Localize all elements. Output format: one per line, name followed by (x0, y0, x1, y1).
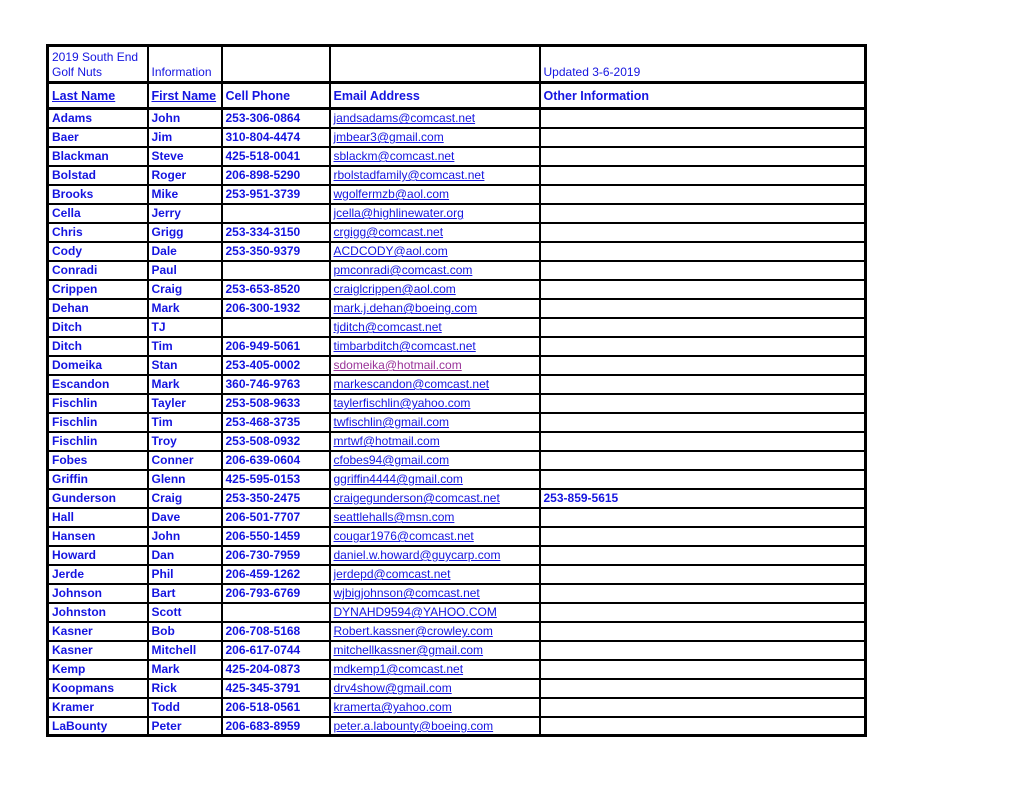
contact-row (48, 318, 866, 337)
cell-last-name: Conradi (48, 261, 148, 280)
email-link[interactable]: craigegunderson@comcast.net (333, 491, 500, 505)
cell-email-address (330, 698, 540, 717)
cell-last-name: Fischlin (48, 432, 148, 451)
cell-other-information (540, 109, 866, 128)
contact-row (48, 356, 866, 375)
cell-email-address (330, 109, 540, 128)
cell-first-name: Bart (148, 584, 222, 603)
cell-last-name: Ditch (48, 337, 148, 356)
cell-last-name: Howard (48, 546, 148, 565)
contact-row (48, 394, 866, 413)
cell-cell-phone (222, 261, 330, 280)
cell-last-name: Johnston (48, 603, 148, 622)
cell-last-name: Domeika (48, 356, 148, 375)
cell-last-name: Blackman (48, 147, 148, 166)
contact-row (48, 432, 866, 451)
cell-last-name: Ditch (48, 318, 148, 337)
contact-row (48, 261, 866, 280)
cell-email-address (330, 223, 540, 242)
cell-email-address (330, 470, 540, 489)
email-link[interactable]: Robert.kassner@crowley.com (333, 624, 493, 638)
email-link[interactable]: jcella@highlinewater.org (333, 206, 464, 220)
cell-email-address (330, 432, 540, 451)
cell-email-address (330, 413, 540, 432)
contact-row (48, 166, 866, 185)
cell-cell-phone: 253-508-0932 (222, 432, 330, 451)
cell-email-address (330, 546, 540, 565)
cell-last-name: Cella (48, 204, 148, 223)
cell-last-name: Chris (48, 223, 148, 242)
column-header-first-name: First Name (148, 83, 222, 109)
cell-other-information (540, 318, 866, 337)
email-link[interactable]: sdomeika@hotmail.com (333, 358, 462, 372)
email-link[interactable]: jerdepd@comcast.net (333, 567, 451, 581)
cell-last-name: Bolstad (48, 166, 148, 185)
cell-last-name: Johnson (48, 584, 148, 603)
email-link[interactable]: twfischlin@gmail.com (333, 415, 450, 429)
cell-other-information (540, 337, 866, 356)
cell-first-name: Tim (148, 413, 222, 432)
cell-cell-phone: 310-804-4474 (222, 128, 330, 147)
column-header-row (48, 83, 866, 109)
contact-row (48, 641, 866, 660)
email-link[interactable]: timbarbditch@comcast.net (333, 339, 476, 353)
cell-first-name: Todd (148, 698, 222, 717)
cell-other-information (540, 565, 866, 584)
cell-cell-phone: 206-708-5168 (222, 622, 330, 641)
cell-cell-phone: 206-300-1932 (222, 299, 330, 318)
cell-other-information (540, 261, 866, 280)
cell-email-address (330, 261, 540, 280)
cell-first-name: Conner (148, 451, 222, 470)
cell-first-name: Tayler (148, 394, 222, 413)
cell-cell-phone: 253-334-3150 (222, 223, 330, 242)
cell-cell-phone (222, 603, 330, 622)
contact-row (48, 299, 866, 318)
cell-email-address (330, 337, 540, 356)
cell-last-name: Kasner (48, 622, 148, 641)
cell-last-name: Dehan (48, 299, 148, 318)
cell-other-information (540, 299, 866, 318)
email-link[interactable]: kramerta@yahoo.com (333, 700, 452, 714)
contact-row (48, 527, 866, 546)
column-header-cell-phone: Cell Phone (222, 83, 330, 109)
cell-email-address (330, 204, 540, 223)
column-header-last-name: Last Name (48, 83, 148, 109)
updated-label: Updated 3-6-2019 (540, 46, 866, 83)
cell-other-information (540, 280, 866, 299)
cell-email-address (330, 660, 540, 679)
email-link[interactable]: jmbear3@gmail.com (333, 130, 444, 144)
cell-first-name: Dale (148, 242, 222, 261)
email-link[interactable]: tjditch@comcast.net (333, 320, 442, 334)
email-link[interactable]: wgolfermzb@aol.com (333, 187, 450, 201)
cell-email-address (330, 641, 540, 660)
contact-row (48, 679, 866, 698)
contact-row (48, 451, 866, 470)
cell-last-name: Jerde (48, 565, 148, 584)
cell-email-address (330, 622, 540, 641)
contact-rows (48, 109, 866, 736)
cell-last-name: LaBounty (48, 717, 148, 736)
cell-cell-phone: 206-617-0744 (222, 641, 330, 660)
cell-first-name: Bob (148, 622, 222, 641)
cell-cell-phone: 360-746-9763 (222, 375, 330, 394)
sheet-title-line2: Golf Nuts (52, 65, 103, 79)
email-link[interactable]: mrtwf@hotmail.com (333, 434, 440, 448)
cell-first-name: John (148, 109, 222, 128)
cell-email-address (330, 679, 540, 698)
cell-cell-phone: 206-683-8959 (222, 717, 330, 736)
cell-email-address (330, 394, 540, 413)
cell-other-information (540, 470, 866, 489)
cell-email-address (330, 451, 540, 470)
sheet-title-line1: 2019 South End (52, 50, 139, 64)
sheet-title (48, 46, 148, 83)
contact-row (48, 698, 866, 717)
cell-first-name: Rick (148, 679, 222, 698)
contact-row (48, 584, 866, 603)
cell-other-information (540, 660, 866, 679)
cell-email-address (330, 242, 540, 261)
cell-other-information (540, 717, 866, 736)
email-link[interactable]: ACDCODY@aol.com (333, 244, 448, 258)
email-link[interactable]: pmconradi@comcast.com (333, 263, 473, 277)
email-link[interactable]: cfobes94@gmail.com (333, 453, 450, 467)
email-link[interactable]: wjbigjohnson@comcast.net (333, 586, 480, 600)
cell-first-name: Troy (148, 432, 222, 451)
cell-first-name: Craig (148, 280, 222, 299)
contact-row (48, 413, 866, 432)
contact-row (48, 280, 866, 299)
contact-row (48, 128, 866, 147)
contact-row (48, 489, 866, 508)
cell-cell-phone: 253-306-0864 (222, 109, 330, 128)
cell-last-name: Kramer (48, 698, 148, 717)
golf-nuts-contact-table (46, 44, 867, 737)
cell-cell-phone: 253-508-9633 (222, 394, 330, 413)
cell-first-name: Jim (148, 128, 222, 147)
cell-last-name: Koopmans (48, 679, 148, 698)
title-band-empty-cell-1 (222, 46, 330, 83)
cell-other-information (540, 508, 866, 527)
cell-other-information (540, 394, 866, 413)
cell-first-name: Mike (148, 185, 222, 204)
cell-last-name: Griffin (48, 470, 148, 489)
email-link[interactable]: seattlehalls@msn.com (333, 510, 455, 524)
cell-other-information (540, 603, 866, 622)
cell-other-information (540, 242, 866, 261)
title-band (48, 46, 866, 83)
cell-cell-phone: 425-345-3791 (222, 679, 330, 698)
cell-cell-phone (222, 318, 330, 337)
cell-first-name: Peter (148, 717, 222, 736)
cell-cell-phone: 206-459-1262 (222, 565, 330, 584)
cell-other-information (540, 413, 866, 432)
cell-last-name: Brooks (48, 185, 148, 204)
cell-first-name: Paul (148, 261, 222, 280)
cell-email-address (330, 147, 540, 166)
contact-row (48, 185, 866, 204)
cell-last-name: Hansen (48, 527, 148, 546)
cell-other-information (540, 204, 866, 223)
cell-other-information (540, 166, 866, 185)
email-link[interactable]: rbolstadfamily@comcast.net (333, 168, 485, 182)
cell-email-address (330, 584, 540, 603)
email-link[interactable]: crgigg@comcast.net (333, 225, 444, 239)
cell-email-address (330, 603, 540, 622)
contact-row (48, 204, 866, 223)
cell-first-name: Scott (148, 603, 222, 622)
cell-cell-phone: 206-501-7707 (222, 508, 330, 527)
cell-other-information: 253-859-5615 (540, 489, 866, 508)
cell-email-address (330, 318, 540, 337)
cell-other-information (540, 451, 866, 470)
cell-last-name: Baer (48, 128, 148, 147)
contact-row (48, 109, 866, 128)
cell-cell-phone: 425-518-0041 (222, 147, 330, 166)
cell-first-name: Mark (148, 660, 222, 679)
email-link[interactable]: DYNAHD9594@YAHOO.COM (333, 605, 497, 619)
cell-last-name: Crippen (48, 280, 148, 299)
cell-email-address (330, 299, 540, 318)
cell-cell-phone: 206-550-1459 (222, 527, 330, 546)
cell-other-information (540, 546, 866, 565)
cell-other-information (540, 584, 866, 603)
contact-row (48, 375, 866, 394)
contact-row (48, 603, 866, 622)
cell-other-information (540, 527, 866, 546)
cell-cell-phone (222, 204, 330, 223)
cell-first-name: Mark (148, 299, 222, 318)
cell-other-information (540, 698, 866, 717)
email-link[interactable]: jandsadams@comcast.net (333, 111, 476, 126)
email-link[interactable]: craiglcrippen@aol.com (333, 282, 456, 296)
cell-first-name: Dan (148, 546, 222, 565)
email-link[interactable]: markescandon@comcast.net (333, 377, 490, 391)
cell-cell-phone: 253-405-0002 (222, 356, 330, 375)
cell-email-address (330, 128, 540, 147)
cell-last-name: Fobes (48, 451, 148, 470)
cell-other-information (540, 356, 866, 375)
cell-last-name: Fischlin (48, 394, 148, 413)
contact-row (48, 508, 866, 527)
cell-last-name: Fischlin (48, 413, 148, 432)
cell-other-information (540, 375, 866, 394)
contact-row (48, 242, 866, 261)
cell-first-name: Roger (148, 166, 222, 185)
cell-cell-phone: 425-595-0153 (222, 470, 330, 489)
cell-last-name: Cody (48, 242, 148, 261)
contact-row (48, 337, 866, 356)
cell-first-name: Steve (148, 147, 222, 166)
cell-last-name: Gunderson (48, 489, 148, 508)
email-link[interactable]: drv4show@gmail.com (333, 681, 452, 695)
cell-email-address (330, 166, 540, 185)
cell-email-address (330, 489, 540, 508)
contact-row (48, 622, 866, 641)
cell-cell-phone: 253-951-3739 (222, 185, 330, 204)
email-link[interactable]: daniel.w.howard@guycarp.com (333, 548, 501, 562)
cell-other-information (540, 679, 866, 698)
cell-other-information (540, 641, 866, 660)
cell-other-information (540, 147, 866, 166)
contact-row (48, 660, 866, 679)
cell-email-address (330, 280, 540, 299)
title-band-empty-cell-2 (330, 46, 540, 83)
column-header-email-address: Email Address (330, 83, 540, 109)
email-link[interactable]: cougar1976@comcast.net (333, 529, 474, 543)
cell-last-name: Kasner (48, 641, 148, 660)
cell-cell-phone: 253-653-8520 (222, 280, 330, 299)
cell-cell-phone: 206-730-7959 (222, 546, 330, 565)
email-link[interactable]: mark.j.dehan@boeing.com (333, 301, 478, 315)
cell-email-address (330, 508, 540, 527)
cell-last-name: Kemp (48, 660, 148, 679)
email-link[interactable]: mdkemp1@comcast.net (333, 662, 464, 676)
email-link[interactable]: ggriffin4444@gmail.com (333, 472, 463, 486)
contact-row (48, 470, 866, 489)
cell-other-information (540, 223, 866, 242)
contact-row (48, 147, 866, 166)
cell-email-address (330, 375, 540, 394)
cell-email-address (330, 356, 540, 375)
contact-row (48, 717, 866, 736)
cell-cell-phone: 206-898-5290 (222, 166, 330, 185)
contact-row (48, 223, 866, 242)
cell-first-name: Craig (148, 489, 222, 508)
cell-first-name: Jerry (148, 204, 222, 223)
cell-first-name: Tim (148, 337, 222, 356)
cell-other-information (540, 128, 866, 147)
cell-cell-phone: 206-793-6769 (222, 584, 330, 603)
info-label: Information (148, 46, 222, 83)
cell-first-name: TJ (148, 318, 222, 337)
cell-email-address (330, 185, 540, 204)
email-link[interactable]: taylerfischlin@yahoo.com (333, 396, 471, 410)
email-link[interactable]: peter.a.labounty@boeing.com (333, 718, 494, 733)
cell-cell-phone: 206-518-0561 (222, 698, 330, 717)
email-link[interactable]: sblackm@comcast.net (333, 149, 455, 163)
cell-first-name: Stan (148, 356, 222, 375)
contact-row (48, 565, 866, 584)
column-header-other-information: Other Information (540, 83, 866, 109)
cell-first-name: John (148, 527, 222, 546)
cell-first-name: Glenn (148, 470, 222, 489)
email-link[interactable]: mitchellkassner@gmail.com (333, 643, 484, 657)
cell-cell-phone: 253-468-3735 (222, 413, 330, 432)
cell-email-address (330, 527, 540, 546)
cell-first-name: Phil (148, 565, 222, 584)
cell-last-name: Hall (48, 508, 148, 527)
cell-first-name: Dave (148, 508, 222, 527)
cell-cell-phone: 206-639-0604 (222, 451, 330, 470)
cell-cell-phone: 253-350-9379 (222, 242, 330, 261)
contact-row (48, 546, 866, 565)
cell-email-address (330, 565, 540, 584)
cell-cell-phone: 206-949-5061 (222, 337, 330, 356)
cell-last-name: Adams (48, 109, 148, 128)
cell-other-information (540, 432, 866, 451)
cell-first-name: Grigg (148, 223, 222, 242)
cell-cell-phone: 253-350-2475 (222, 489, 330, 508)
cell-last-name: Escandon (48, 375, 148, 394)
cell-first-name: Mark (148, 375, 222, 394)
cell-first-name: Mitchell (148, 641, 222, 660)
cell-other-information (540, 622, 866, 641)
cell-cell-phone: 425-204-0873 (222, 660, 330, 679)
cell-other-information (540, 185, 866, 204)
cell-email-address (330, 717, 540, 736)
